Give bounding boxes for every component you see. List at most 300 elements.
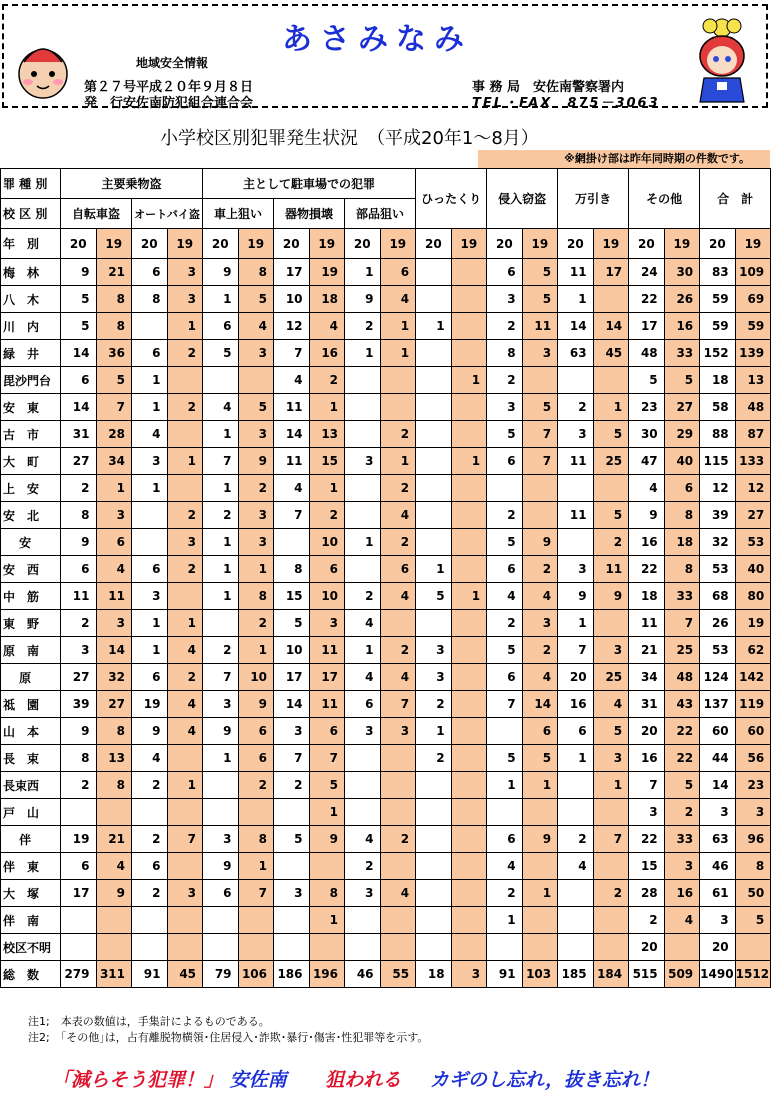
table-cell <box>593 610 629 637</box>
table-cell: 103 <box>522 961 558 988</box>
table-cell <box>558 367 594 394</box>
table-cell: 25 <box>593 664 629 691</box>
table-cell <box>451 853 487 880</box>
table-cell <box>451 934 487 961</box>
table-cell: 22 <box>664 718 700 745</box>
table-row <box>1 664 771 691</box>
table-cell: 17 <box>309 664 345 691</box>
district-name: 安 北 <box>1 502 61 529</box>
table-cell: 6 <box>132 259 168 286</box>
table-cell: 13 <box>309 421 345 448</box>
table-cell: 4 <box>629 475 665 502</box>
table-cell: 32 <box>96 664 132 691</box>
table-cell: 1 <box>238 556 274 583</box>
table-cell: 14 <box>96 637 132 664</box>
table-cell: 59 <box>700 313 736 340</box>
table-cell <box>238 799 274 826</box>
table-cell: 7 <box>167 826 203 853</box>
table-cell: 22 <box>629 556 665 583</box>
table-cell: 2 <box>345 583 381 610</box>
table-cell: 60 <box>735 718 771 745</box>
table-cell: 3 <box>274 718 310 745</box>
table-cell: 27 <box>61 448 97 475</box>
table-cell <box>416 907 452 934</box>
table-cell: 1 <box>380 448 416 475</box>
table-cell: 152 <box>700 340 736 367</box>
table-cell <box>451 259 487 286</box>
table-cell: 6 <box>487 448 523 475</box>
table-cell: 5 <box>487 745 523 772</box>
table-cell: 4 <box>132 421 168 448</box>
table-cell: 137 <box>700 691 736 718</box>
table-cell <box>451 826 487 853</box>
header-vehicle-theft: 主要乗物盗 <box>61 169 203 199</box>
table-cell: 96 <box>735 826 771 853</box>
district-name: 安 西 <box>1 556 61 583</box>
table-cell: 56 <box>735 745 771 772</box>
table-cell: 3 <box>96 610 132 637</box>
table-cell <box>96 907 132 934</box>
table-cell: 48 <box>629 340 665 367</box>
table-cell: 10 <box>274 637 310 664</box>
district-name: 長 束 <box>1 745 61 772</box>
year-header-cell: 20 <box>416 229 452 259</box>
table-cell <box>274 529 310 556</box>
table-row <box>1 502 771 529</box>
table-cell: 16 <box>309 340 345 367</box>
table-cell: 6 <box>380 259 416 286</box>
table-cell: 14 <box>274 691 310 718</box>
table-cell: 5 <box>664 772 700 799</box>
table-cell: 2 <box>664 799 700 826</box>
slogan-part-3: 狙われる <box>325 1069 402 1091</box>
table-cell: 22 <box>629 286 665 313</box>
table-cell <box>522 853 558 880</box>
table-cell: 47 <box>629 448 665 475</box>
table-cell: 1 <box>309 799 345 826</box>
table-row <box>1 583 771 610</box>
table-cell <box>61 934 97 961</box>
table-cell: 1 <box>203 745 239 772</box>
table-cell <box>274 907 310 934</box>
table-cell: 25 <box>664 637 700 664</box>
table-cell: 32 <box>700 529 736 556</box>
table-cell: 6 <box>309 718 345 745</box>
table-cell: 48 <box>664 664 700 691</box>
table-cell <box>416 502 452 529</box>
table-cell <box>274 934 310 961</box>
table-cell <box>380 745 416 772</box>
table-row <box>1 475 771 502</box>
table-row <box>1 691 771 718</box>
table-cell: 53 <box>700 637 736 664</box>
year-header-cell: 19 <box>522 229 558 259</box>
table-cell: 2 <box>274 772 310 799</box>
table-cell: 4 <box>132 745 168 772</box>
table-row <box>1 394 771 421</box>
header-snatching: ひったくり <box>416 169 487 229</box>
district-name: 川 内 <box>1 313 61 340</box>
table-cell: 5 <box>61 313 97 340</box>
table-cell: 13 <box>96 745 132 772</box>
district-name: 総 数 <box>1 961 61 988</box>
year-header-cell: 20 <box>345 229 381 259</box>
table-cell: 1 <box>558 610 594 637</box>
table-cell: 19 <box>61 826 97 853</box>
table-cell: 1 <box>522 880 558 907</box>
table-cell: 7 <box>274 340 310 367</box>
year-header-cell: 19 <box>167 229 203 259</box>
table-cell: 3 <box>700 907 736 934</box>
table-cell: 16 <box>629 529 665 556</box>
table-cell <box>522 934 558 961</box>
table-cell: 1 <box>203 475 239 502</box>
table-cell: 20 <box>700 934 736 961</box>
table-cell: 23 <box>629 394 665 421</box>
table-cell <box>132 799 168 826</box>
table-cell: 34 <box>96 448 132 475</box>
table-cell <box>167 853 203 880</box>
table-cell: 2 <box>416 745 452 772</box>
table-cell: 11 <box>593 556 629 583</box>
table-cell: 63 <box>700 826 736 853</box>
table-cell: 63 <box>558 340 594 367</box>
table-cell: 2 <box>132 826 168 853</box>
table-cell <box>522 799 558 826</box>
table-cell: 1 <box>238 853 274 880</box>
table-cell: 9 <box>96 880 132 907</box>
table-cell: 11 <box>309 637 345 664</box>
table-cell: 5 <box>593 502 629 529</box>
district-name: 安 <box>1 529 61 556</box>
table-cell: 8 <box>238 583 274 610</box>
table-cell <box>522 475 558 502</box>
header-parts-theft: 部品狙い <box>345 199 416 229</box>
table-cell: 4 <box>487 583 523 610</box>
slogan-part-1: 「減らそう犯罪！」 <box>52 1069 224 1091</box>
table-cell <box>664 934 700 961</box>
table-cell: 14 <box>61 340 97 367</box>
table-cell: 5 <box>96 367 132 394</box>
table-cell: 28 <box>96 421 132 448</box>
table-cell: 14 <box>558 313 594 340</box>
table-cell <box>167 421 203 448</box>
table-cell: 9 <box>629 502 665 529</box>
table-row <box>1 637 771 664</box>
tel-fax: TEL・FAX 875－3063 <box>472 96 660 111</box>
table-cell <box>416 259 452 286</box>
table-cell: 1 <box>203 286 239 313</box>
table-cell: 9 <box>309 826 345 853</box>
year-header-cell: 20 <box>558 229 594 259</box>
table-cell: 2 <box>238 475 274 502</box>
table-cell: 1 <box>345 259 381 286</box>
table-cell <box>345 475 381 502</box>
table-cell <box>451 475 487 502</box>
table-cell: 22 <box>664 745 700 772</box>
table-cell: 11 <box>309 691 345 718</box>
table-cell: 19 <box>735 610 771 637</box>
table-cell: 5 <box>487 637 523 664</box>
table-cell: 6 <box>309 556 345 583</box>
table-cell: 5 <box>274 826 310 853</box>
district-name: 長束西 <box>1 772 61 799</box>
table-cell <box>380 799 416 826</box>
table-cell: 6 <box>203 313 239 340</box>
table-cell: 23 <box>735 772 771 799</box>
table-cell: 6 <box>61 556 97 583</box>
publisher: 発 行安佐南防犯組合連合会 <box>84 96 254 111</box>
table-cell: 18 <box>664 529 700 556</box>
table-cell: 17 <box>274 664 310 691</box>
crime-statistics-table <box>0 168 771 988</box>
table-cell: 1 <box>345 529 381 556</box>
table-cell: 7 <box>380 691 416 718</box>
table-cell <box>345 421 381 448</box>
table-cell: 1 <box>238 637 274 664</box>
table-cell <box>558 475 594 502</box>
table-cell: 4 <box>593 691 629 718</box>
table-row <box>1 961 771 988</box>
table-cell: 6 <box>487 664 523 691</box>
table-cell <box>416 340 452 367</box>
table-cell: 9 <box>203 718 239 745</box>
table-cell: 14 <box>274 421 310 448</box>
table-cell <box>203 799 239 826</box>
table-cell: 2 <box>309 367 345 394</box>
district-name: 原 南 <box>1 637 61 664</box>
district-name: 八 木 <box>1 286 61 313</box>
table-cell: 7 <box>203 664 239 691</box>
mascot-left-icon <box>10 38 76 108</box>
table-cell: 509 <box>664 961 700 988</box>
table-row <box>1 907 771 934</box>
table-cell <box>451 286 487 313</box>
table-cell: 9 <box>61 529 97 556</box>
table-cell: 279 <box>61 961 97 988</box>
table-cell: 11 <box>558 448 594 475</box>
year-header-cell: 20 <box>61 229 97 259</box>
office: 事 務 局 安佐南警察署内 <box>472 80 625 95</box>
table-cell: 1 <box>132 637 168 664</box>
table-cell: 2 <box>629 907 665 934</box>
table-cell <box>96 799 132 826</box>
district-name: 緑 井 <box>1 340 61 367</box>
table-cell: 2 <box>167 394 203 421</box>
table-cell: 4 <box>664 907 700 934</box>
table-cell <box>593 475 629 502</box>
table-cell <box>451 718 487 745</box>
table-row <box>1 529 771 556</box>
header-year: 年 別 <box>1 229 61 259</box>
table-cell <box>558 880 594 907</box>
table-cell: 11 <box>629 610 665 637</box>
table-cell: 4 <box>345 664 381 691</box>
table-cell: 10 <box>274 286 310 313</box>
table-cell: 6 <box>132 556 168 583</box>
table-cell: 4 <box>274 475 310 502</box>
table-cell: 61 <box>700 880 736 907</box>
district-name: 山 本 <box>1 718 61 745</box>
district-name: 伴 <box>1 826 61 853</box>
table-cell <box>345 907 381 934</box>
table-cell: 10 <box>309 583 345 610</box>
table-row <box>1 610 771 637</box>
table-cell: 46 <box>700 853 736 880</box>
table-cell <box>416 286 452 313</box>
table-cell: 2 <box>522 637 558 664</box>
year-header-cell: 19 <box>664 229 700 259</box>
table-cell: 2 <box>132 772 168 799</box>
table-cell: 40 <box>664 448 700 475</box>
table-cell: 8 <box>96 718 132 745</box>
table-cell <box>380 394 416 421</box>
year-header-cell: 20 <box>629 229 665 259</box>
table-cell: 80 <box>735 583 771 610</box>
table-cell: 5 <box>238 286 274 313</box>
year-header-cell: 20 <box>132 229 168 259</box>
table-cell: 5 <box>522 394 558 421</box>
header-school-district: 校 区 別 <box>1 199 61 229</box>
table-cell: 1 <box>380 340 416 367</box>
table-cell: 7 <box>274 502 310 529</box>
table-cell: 9 <box>558 583 594 610</box>
table-cell <box>593 853 629 880</box>
table-cell: 15 <box>274 583 310 610</box>
newsletter-header <box>2 4 768 111</box>
table-cell: 4 <box>380 286 416 313</box>
table-cell: 3 <box>309 610 345 637</box>
table-cell: 6 <box>203 880 239 907</box>
table-cell <box>132 502 168 529</box>
table-cell: 5 <box>203 340 239 367</box>
issue-date: 第２７号平成２０年９月８日 <box>84 80 254 95</box>
table-cell: 3 <box>558 421 594 448</box>
table-cell <box>167 583 203 610</box>
header-motorbike-theft: オートバイ盗 <box>132 199 203 229</box>
table-cell <box>451 907 487 934</box>
table-cell <box>132 313 168 340</box>
table-cell <box>451 502 487 529</box>
table-cell: 2 <box>593 880 629 907</box>
district-name: 上 安 <box>1 475 61 502</box>
table-row <box>1 934 771 961</box>
table-cell: 7 <box>203 448 239 475</box>
table-cell: 1 <box>309 475 345 502</box>
table-cell: 4 <box>380 880 416 907</box>
table-cell: 3 <box>451 961 487 988</box>
table-cell <box>203 934 239 961</box>
slogan-part-2: 安佐南 <box>229 1069 287 1091</box>
table-cell: 2 <box>167 664 203 691</box>
table-cell: 7 <box>522 421 558 448</box>
table-cell: 7 <box>238 880 274 907</box>
table-cell: 25 <box>593 448 629 475</box>
table-cell: 2 <box>238 610 274 637</box>
table-cell: 3 <box>167 259 203 286</box>
table-cell: 2 <box>345 313 381 340</box>
table-cell: 44 <box>700 745 736 772</box>
table-cell: 4 <box>167 718 203 745</box>
table-cell: 7 <box>664 610 700 637</box>
table-cell: 2 <box>380 637 416 664</box>
table-cell: 3 <box>700 799 736 826</box>
table-cell: 2 <box>558 394 594 421</box>
table-cell: 16 <box>629 745 665 772</box>
table-cell: 1 <box>203 421 239 448</box>
table-row <box>1 853 771 880</box>
table-cell: 3 <box>380 718 416 745</box>
table-cell: 13 <box>735 367 771 394</box>
table-cell <box>96 934 132 961</box>
table-cell: 9 <box>238 691 274 718</box>
table-cell <box>522 367 558 394</box>
table-cell: 7 <box>629 772 665 799</box>
table-cell: 1 <box>416 556 452 583</box>
table-cell: 12 <box>274 313 310 340</box>
table-cell <box>238 934 274 961</box>
table-cell: 3 <box>416 664 452 691</box>
table-cell <box>593 907 629 934</box>
table-cell: 1 <box>132 394 168 421</box>
table-cell: 5 <box>593 421 629 448</box>
table-cell: 5 <box>274 610 310 637</box>
table-cell: 20 <box>629 934 665 961</box>
table-cell <box>345 394 381 421</box>
table-cell: 2 <box>416 691 452 718</box>
table-cell: 5 <box>309 772 345 799</box>
table-cell: 1 <box>132 367 168 394</box>
table-cell <box>487 718 523 745</box>
table-cell: 6 <box>61 367 97 394</box>
table-cell: 515 <box>629 961 665 988</box>
header-total: 合 計 <box>700 169 771 229</box>
table-cell: 69 <box>735 286 771 313</box>
table-cell: 6 <box>132 340 168 367</box>
table-cell: 7 <box>274 745 310 772</box>
district-name: 梅 林 <box>1 259 61 286</box>
table-cell: 15 <box>309 448 345 475</box>
year-header-cell: 20 <box>203 229 239 259</box>
table-cell: 11 <box>274 448 310 475</box>
table-cell: 19 <box>309 259 345 286</box>
table-cell: 1 <box>203 556 239 583</box>
table-cell <box>238 907 274 934</box>
table-cell: 3 <box>487 394 523 421</box>
table-cell: 14 <box>522 691 558 718</box>
table-cell: 2 <box>61 772 97 799</box>
table-cell <box>487 475 523 502</box>
table-cell: 68 <box>700 583 736 610</box>
table-cell: 91 <box>487 961 523 988</box>
table-cell: 18 <box>700 367 736 394</box>
table-cell: 17 <box>629 313 665 340</box>
table-cell <box>451 880 487 907</box>
table-cell <box>345 772 381 799</box>
table-cell: 21 <box>96 826 132 853</box>
table-cell: 8 <box>96 313 132 340</box>
table-cell: 4 <box>522 664 558 691</box>
table-cell: 5 <box>593 718 629 745</box>
table-cell <box>167 745 203 772</box>
table-cell: 5 <box>487 529 523 556</box>
table-cell: 19 <box>132 691 168 718</box>
table-cell: 6 <box>96 529 132 556</box>
table-cell <box>451 799 487 826</box>
table-cell: 27 <box>664 394 700 421</box>
table-row <box>1 556 771 583</box>
table-cell: 2 <box>167 502 203 529</box>
